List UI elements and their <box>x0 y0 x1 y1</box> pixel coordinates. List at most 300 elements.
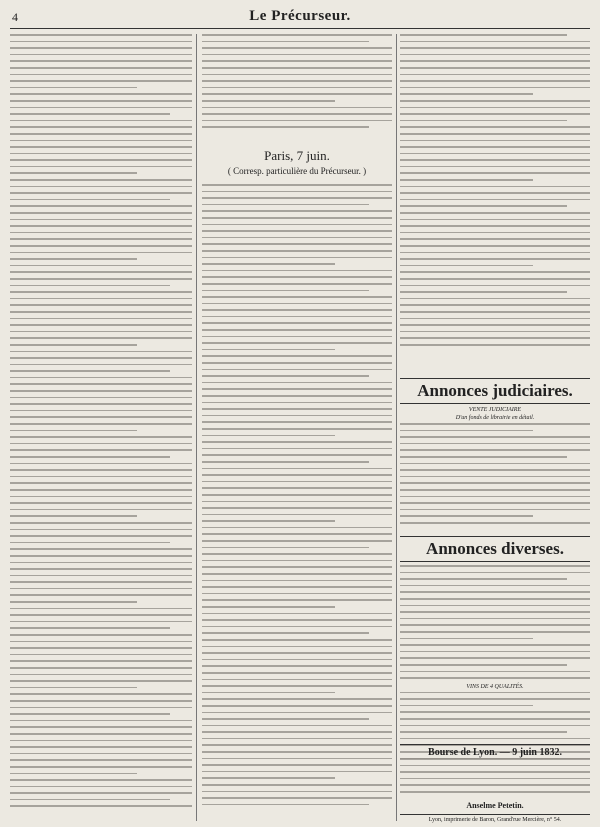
column-left <box>10 34 192 821</box>
text-line <box>202 257 392 259</box>
text-line <box>10 621 192 623</box>
text-line <box>10 733 192 735</box>
text-line <box>202 100 335 102</box>
signature: Anselme Petetin. <box>466 800 524 810</box>
paris-dateline-block <box>202 138 392 182</box>
text-line <box>10 133 192 135</box>
text-line <box>202 54 392 56</box>
text-line <box>400 778 590 780</box>
text-line <box>10 766 192 768</box>
text-line <box>202 527 392 529</box>
text-line <box>202 421 392 423</box>
text-line <box>400 87 590 89</box>
text-line <box>202 369 392 371</box>
text-line <box>400 644 590 646</box>
text-line <box>202 547 369 549</box>
text-line <box>202 80 392 82</box>
text-line <box>202 705 392 707</box>
text-line <box>400 159 590 161</box>
bourse-block <box>400 740 590 823</box>
text-line <box>202 731 392 733</box>
text-line <box>10 120 192 122</box>
text-line <box>400 771 590 773</box>
text-line <box>202 672 392 674</box>
text-line <box>400 456 567 458</box>
text-line <box>10 159 192 161</box>
column-middle <box>202 34 392 821</box>
text-line <box>400 331 590 333</box>
text-line <box>10 588 192 590</box>
text-line <box>202 191 392 193</box>
text-line <box>10 674 192 676</box>
text-line <box>10 614 192 616</box>
text-line <box>400 430 533 432</box>
text-line <box>10 515 137 517</box>
text-line <box>400 463 590 465</box>
judicial-text <box>400 423 590 524</box>
text-line <box>400 469 590 471</box>
text-line <box>10 212 192 214</box>
text-line <box>202 34 392 36</box>
text-line <box>202 573 392 575</box>
text-line <box>10 60 192 62</box>
text-line <box>10 166 192 168</box>
text-line <box>202 718 369 720</box>
text-line <box>10 364 192 366</box>
text-line <box>202 276 392 278</box>
text-line <box>400 166 590 168</box>
text-line <box>10 245 192 247</box>
text-line <box>400 711 590 713</box>
text-line <box>10 146 192 148</box>
text-line <box>202 230 392 232</box>
text-line <box>10 759 192 761</box>
text-line <box>400 664 567 666</box>
text-line <box>202 652 392 654</box>
text-line <box>202 771 392 773</box>
text-line <box>202 520 335 522</box>
text-line <box>10 680 192 682</box>
text-line <box>400 638 533 640</box>
text-line <box>202 113 392 115</box>
text-line <box>202 270 392 272</box>
bourse-title: Bourse de Lyon. — 9 juin 1832. <box>428 747 562 758</box>
text-line <box>10 172 137 174</box>
text-line <box>10 529 192 531</box>
text-line <box>10 502 192 504</box>
text-line <box>400 476 590 478</box>
text-line <box>10 258 137 260</box>
text-line <box>10 581 192 583</box>
text-line <box>202 626 392 628</box>
text-line <box>400 219 590 221</box>
text-line <box>10 740 192 742</box>
text-line <box>10 107 192 109</box>
text-line <box>202 474 392 476</box>
text-line <box>400 572 590 574</box>
text-line <box>400 47 590 49</box>
annonces-text <box>400 565 590 679</box>
text-line <box>400 436 590 438</box>
text-line <box>10 357 192 359</box>
text-line <box>202 494 392 496</box>
text-line <box>202 692 335 694</box>
text-line <box>202 184 392 186</box>
text-line <box>202 481 392 483</box>
text-line <box>10 700 192 702</box>
text-line <box>202 342 392 344</box>
text-line <box>10 278 192 280</box>
text-line <box>10 252 192 254</box>
bourse-text <box>400 758 590 793</box>
text-line <box>202 744 392 746</box>
text-line <box>202 415 392 417</box>
text-line <box>10 93 192 95</box>
text-line <box>400 591 590 593</box>
text-line <box>10 74 192 76</box>
annonces-judiciaires-heading: Annonces judiciaires. <box>400 378 590 404</box>
text-line <box>202 243 392 245</box>
text-line <box>202 428 392 430</box>
text-line <box>10 80 192 82</box>
text-line <box>10 746 192 748</box>
text-line <box>10 773 137 775</box>
text-line <box>400 107 590 109</box>
text-line <box>10 594 192 596</box>
text-line <box>202 797 392 799</box>
text-line <box>400 252 590 254</box>
text-line <box>400 705 533 707</box>
text-line <box>202 336 392 338</box>
text-line <box>10 627 170 629</box>
text-line <box>202 659 392 661</box>
text-line <box>202 619 392 621</box>
text-line <box>202 685 392 687</box>
text-line <box>400 337 590 339</box>
text-line <box>400 67 590 69</box>
text-line <box>10 225 192 227</box>
text-line <box>10 377 192 379</box>
text-line <box>202 738 392 740</box>
text-line <box>10 318 192 320</box>
text-line <box>400 522 590 524</box>
text-line <box>10 436 192 438</box>
text-line <box>400 298 590 300</box>
text-line <box>202 448 392 450</box>
text-line <box>10 707 192 709</box>
paris-dateline: Paris, 7 juin. <box>264 148 330 163</box>
text-line <box>202 382 392 384</box>
page-number: 4 <box>12 10 18 24</box>
text-line <box>400 146 590 148</box>
text-line <box>400 677 590 679</box>
imprint-line: Lyon, imprimerie de Baron, Grand'rue Mercière, n° 54. <box>400 814 590 823</box>
text-line <box>202 395 392 397</box>
text-line <box>10 324 192 326</box>
text-line <box>10 562 192 564</box>
text-line <box>400 205 567 207</box>
column-right <box>400 34 590 821</box>
text-line <box>202 303 392 305</box>
text-line <box>10 482 192 484</box>
text-line <box>202 566 392 568</box>
text-line <box>400 344 590 346</box>
text-line <box>202 435 335 437</box>
text-line <box>10 370 170 372</box>
text-line <box>202 441 392 443</box>
text-line <box>202 296 392 298</box>
text-line <box>400 509 590 511</box>
text-line <box>202 751 392 753</box>
text-line <box>202 533 392 535</box>
text-line <box>400 618 590 620</box>
text-line <box>202 586 392 588</box>
text-line <box>400 126 590 128</box>
text-line <box>10 179 192 181</box>
text-line <box>10 654 192 656</box>
text-line <box>10 463 192 465</box>
page-header <box>10 6 590 29</box>
text-line <box>10 522 192 524</box>
text-line <box>400 232 590 234</box>
text-line <box>400 278 590 280</box>
text-line <box>10 337 192 339</box>
text-line <box>202 126 369 128</box>
column-rule <box>396 34 397 821</box>
text-line <box>400 238 590 240</box>
text-line <box>10 34 192 36</box>
newspaper-title: Le Précurseur. <box>249 8 351 24</box>
text-line <box>10 799 170 801</box>
text-line <box>202 388 392 390</box>
text-line <box>10 489 192 491</box>
text-line <box>400 60 590 62</box>
text-line <box>202 698 392 700</box>
vente-judiciaire-subheading: D'un fonds de librairie en détail. <box>455 415 535 421</box>
text-line <box>202 355 392 357</box>
text-line <box>10 720 192 722</box>
text-line <box>10 779 192 781</box>
text-line <box>10 285 170 287</box>
text-line <box>10 423 192 425</box>
text-line <box>10 54 192 56</box>
text-line <box>10 238 192 240</box>
text-line <box>10 416 192 418</box>
text-line <box>10 496 192 498</box>
text-line <box>202 204 369 206</box>
text-line <box>400 725 590 727</box>
text-line <box>202 712 392 714</box>
text-line <box>10 601 137 603</box>
text-line <box>10 186 192 188</box>
text-line <box>202 349 335 351</box>
text-line <box>10 311 192 313</box>
text-line <box>202 210 392 212</box>
text-line <box>202 599 392 601</box>
text-line <box>10 126 192 128</box>
text-line <box>400 291 567 293</box>
text-line <box>10 693 192 695</box>
article-text-body <box>202 184 392 810</box>
text-line <box>10 469 192 471</box>
text-line <box>10 291 192 293</box>
article-text-body <box>10 34 192 821</box>
vins-heading: VINS DE 4 QUALITÉS. <box>466 683 524 690</box>
text-line <box>400 698 590 700</box>
text-line <box>400 651 590 653</box>
text-line <box>202 217 392 219</box>
text-line <box>10 403 192 405</box>
text-line <box>202 375 369 377</box>
text-line <box>10 192 192 194</box>
text-line <box>400 489 590 491</box>
text-line <box>400 41 590 43</box>
text-line <box>10 753 192 755</box>
text-line <box>202 764 392 766</box>
text-line <box>400 186 590 188</box>
text-line <box>202 593 392 595</box>
text-line <box>10 397 192 399</box>
text-line <box>202 553 392 555</box>
text-line <box>10 647 192 649</box>
text-line <box>10 271 192 273</box>
text-line <box>202 540 392 542</box>
text-line <box>10 568 192 570</box>
text-line <box>202 514 392 516</box>
text-line <box>202 639 392 641</box>
text-line <box>202 804 369 806</box>
text-line <box>400 515 533 517</box>
text-line <box>10 476 192 478</box>
text-line <box>202 461 369 463</box>
text-line <box>400 271 590 273</box>
text-line <box>202 606 335 608</box>
text-line <box>202 580 392 582</box>
article-text-top <box>400 34 590 351</box>
text-line <box>202 679 392 681</box>
text-line <box>400 692 590 694</box>
text-line <box>10 687 137 689</box>
text-line <box>10 660 192 662</box>
text-line <box>202 250 392 252</box>
text-line <box>10 608 192 610</box>
text-line <box>202 408 392 410</box>
text-line <box>202 665 392 667</box>
text-line <box>400 631 590 633</box>
annonces-diverses-heading: Annonces diverses. <box>400 536 590 562</box>
text-line <box>400 113 590 115</box>
text-line <box>400 496 590 498</box>
text-line <box>10 351 192 353</box>
text-line <box>400 482 590 484</box>
text-line <box>10 383 192 385</box>
text-line <box>10 548 192 550</box>
text-line <box>10 667 192 669</box>
text-line <box>202 290 369 292</box>
text-line <box>10 641 192 643</box>
text-line <box>10 805 192 807</box>
text-line <box>202 402 392 404</box>
text-line <box>400 423 590 425</box>
article-text-top <box>202 34 392 133</box>
text-line <box>202 87 392 89</box>
text-line <box>202 263 335 265</box>
text-line <box>400 225 590 227</box>
text-line <box>202 791 392 793</box>
text-line <box>202 322 392 324</box>
text-line <box>400 179 533 181</box>
text-line <box>202 454 392 456</box>
column-rule <box>196 34 197 821</box>
text-line <box>202 47 392 49</box>
text-line <box>400 153 590 155</box>
text-line <box>10 113 170 115</box>
text-line <box>400 318 590 320</box>
text-line <box>10 87 137 89</box>
text-line <box>10 219 192 221</box>
text-line <box>202 784 392 786</box>
text-line <box>400 93 533 95</box>
text-line <box>10 331 192 333</box>
text-line <box>202 613 392 615</box>
text-line <box>400 245 590 247</box>
text-line <box>10 456 170 458</box>
text-line <box>202 758 392 760</box>
text-line <box>202 224 392 226</box>
text-line <box>10 344 137 346</box>
text-line <box>400 54 590 56</box>
text-line <box>202 67 392 69</box>
text-line <box>10 542 170 544</box>
text-line <box>400 304 590 306</box>
text-line <box>400 192 590 194</box>
text-line <box>202 632 369 634</box>
text-line <box>10 430 137 432</box>
text-line <box>400 212 590 214</box>
text-line <box>202 283 392 285</box>
text-line <box>10 232 192 234</box>
text-line <box>202 646 392 648</box>
text-line <box>202 362 392 364</box>
text-line <box>400 140 590 142</box>
text-line <box>400 598 590 600</box>
text-line <box>400 791 590 793</box>
text-line <box>202 41 369 43</box>
text-line <box>10 449 192 451</box>
text-line <box>400 285 590 287</box>
text-line <box>400 34 567 36</box>
text-line <box>10 410 192 412</box>
text-line <box>10 304 192 306</box>
correspondance-heading: ( Corresp. particulière du Précurseur. ) <box>227 166 367 176</box>
text-line <box>400 133 590 135</box>
text-line <box>202 560 392 562</box>
text-line <box>400 611 590 613</box>
text-line <box>10 726 192 728</box>
text-line <box>10 634 192 636</box>
text-line <box>400 731 567 733</box>
text-line <box>10 199 170 201</box>
text-line <box>202 60 392 62</box>
text-line <box>400 311 590 313</box>
text-line <box>202 197 392 199</box>
text-line <box>400 324 590 326</box>
text-line <box>10 443 192 445</box>
text-line <box>10 713 170 715</box>
text-line <box>400 74 590 76</box>
text-line <box>10 205 192 207</box>
vente-judiciaire-heading: VENTE JUDICIAIRE <box>468 407 522 413</box>
